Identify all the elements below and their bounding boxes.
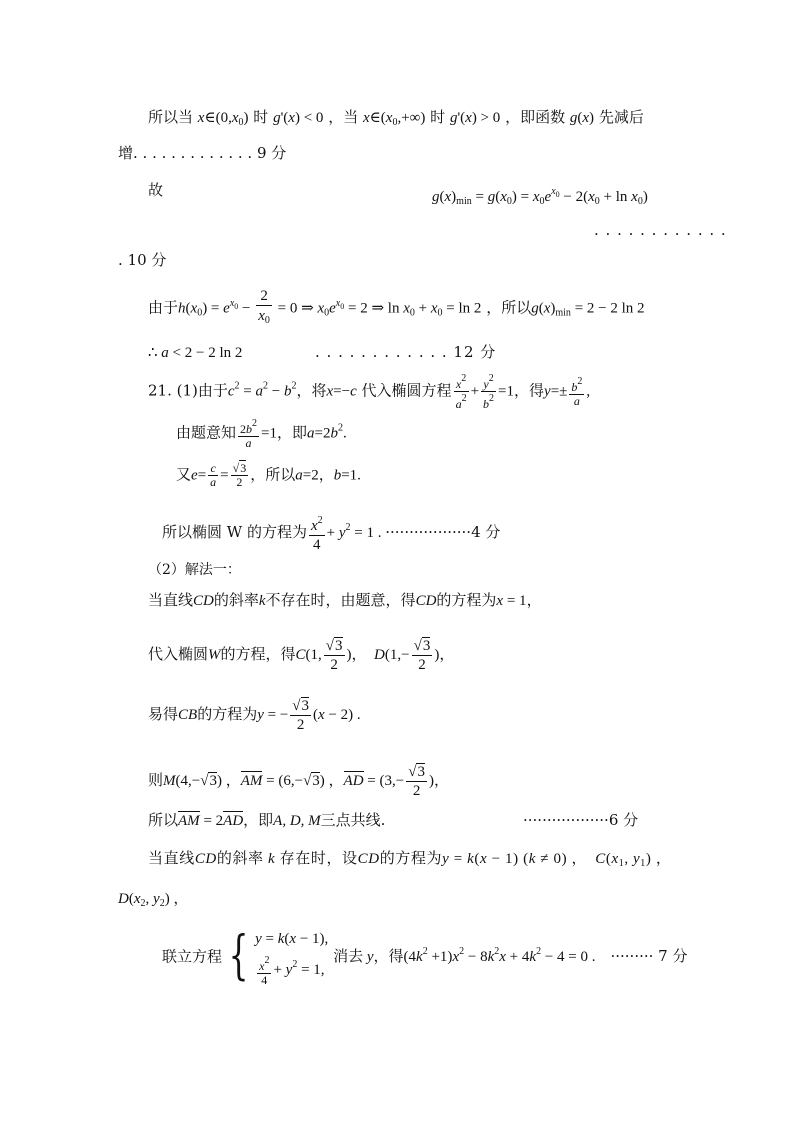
text: 当直线 bbox=[148, 591, 194, 609]
q21-line-1: 21. (1)由于$c^2 = a^2 - b^2$，将x=−c 代入椭圆方程 $\frac{x^2}{a^2}$ + $\frac{y^2}{b^2}$ =1，得y=± $\frac{b^2}{a}$ , bbox=[148, 373, 591, 411]
text: 的斜率 bbox=[216, 849, 264, 867]
text: 所以 bbox=[148, 811, 179, 829]
text: 时 bbox=[253, 108, 269, 126]
text: 所以椭圆 W 的方程为 bbox=[162, 523, 307, 541]
text: 由于 bbox=[148, 298, 179, 317]
score-10: . 10 分 bbox=[118, 251, 167, 269]
text: ，将 bbox=[296, 381, 327, 400]
left-brace: { bbox=[228, 925, 249, 986]
math-expr: x bbox=[197, 110, 205, 126]
text-line-7: ∴ a < 2 − 2 ln 2 bbox=[148, 345, 243, 361]
part2-header: （2）解法一： bbox=[148, 562, 241, 578]
text: 所以当 bbox=[148, 108, 194, 126]
text-line-6: 由于$h(x_0) = e^{x_0}$ − $\frac{2}{x_0}$ = 0 ⇒ $x_0e^{x_0} = 2$ ⇒ $\ln x_0 + x_0 = \ln 2$ ，所以$g(x)_{min} = 2 - 2$ ln 2 bbox=[148, 287, 645, 330]
part2-line-2: 代入椭圆W的方程，得C(1, $\frac{√3}{2}$ )， D(1,− $\frac{√3}{2}$ )， bbox=[148, 638, 455, 673]
text: 的方程为 bbox=[379, 849, 443, 867]
text: 当直线 bbox=[148, 849, 195, 867]
q21-line-2: 由题意知 $\frac{2b^2}{a}$ =1，即$a=2b^2$. bbox=[176, 418, 347, 450]
equation-system: y = k(x − 1), $\frac{x^2}{4}$ + $y^2 = 1$, bbox=[255, 931, 329, 987]
part2-line-7: $D(x_2$, $y_2$) ， bbox=[118, 891, 189, 909]
text: 不存在时，由题意，得 bbox=[265, 591, 416, 609]
text: 时 bbox=[430, 108, 446, 126]
question-number: 21. (1)由于 bbox=[148, 381, 228, 400]
score-4: ··················4 分 bbox=[385, 523, 501, 541]
text: 由题意知 bbox=[176, 423, 237, 442]
score-7: ········· 7 分 bbox=[610, 947, 688, 966]
text-line-1: 所以当 $x\in(0,x_0)$ 时 g'(x) < 0 ，当 $x\in(x_0,+\infty)$ 时 g'(x) > 0 ，即函数 g(x) 先减后 bbox=[148, 108, 644, 128]
text: ，即函数 bbox=[505, 108, 566, 126]
text: ，所以 bbox=[486, 298, 532, 317]
text: 的方程为 bbox=[197, 705, 258, 723]
text-line-3-label: 故 bbox=[148, 181, 164, 199]
text: 代入椭圆方程 bbox=[361, 381, 452, 400]
text: 存在时，设 bbox=[279, 849, 358, 867]
q21-line-3: 又e= $\frac{c}{a}$ = $\frac{√3}{2}$ ，所以a=2，b=1. bbox=[176, 461, 361, 489]
text: 联立方程 bbox=[162, 947, 223, 966]
text: 的方程为 bbox=[436, 591, 497, 609]
text: ，即 bbox=[276, 423, 307, 442]
text: ，得 bbox=[373, 947, 404, 966]
dots-leader: . . . . . . . . . . . . bbox=[594, 221, 727, 239]
part2-line-3: 易得CB的方程为y = − $\frac{√3}{2}$ (x − 2) . bbox=[148, 698, 361, 733]
text: 三点共线. bbox=[320, 811, 386, 829]
score-12: . . . . . . . . . . . . 12 分 bbox=[315, 343, 497, 361]
part2-line-6: 当直线CD的斜率 k 存在时，设CD的方程为y = k(x − 1) (k ≠ 0) ， $C(x_1$, $y_1$) ， bbox=[148, 849, 672, 869]
min-formula: $g(x)_{min} = g(x_0) = x_0e^{x_0} - 2(x_0 + \ln x_0)$ bbox=[432, 186, 648, 207]
text: 的方程，得 bbox=[220, 645, 296, 663]
text: ，即 bbox=[243, 811, 274, 829]
text: 的斜率 bbox=[213, 591, 259, 609]
part2-line-8: 联立方程 { y = k(x − 1), $\frac{x^2}{4}$ + $y^2 = 1$, 消去 y，得$(4k^2 +1)x^2 - 8k^2x + 4k^2 - 4 = 0$ . ········· 7 分 bbox=[162, 925, 688, 987]
text: 消去 bbox=[333, 947, 364, 966]
part2-line-1: 当直线CD的斜率k不存在时，由题意，得CD的方程为x = 1， bbox=[148, 591, 542, 609]
text: 代入椭圆 bbox=[148, 645, 209, 663]
part2-line-5: 所以AM = 2AD，即A, D, M三点共线. bbox=[148, 811, 386, 829]
text: 易得 bbox=[148, 705, 179, 723]
score-6: ··················6 分 bbox=[523, 811, 639, 829]
fraction: $\frac{2}{x_0}$ bbox=[258, 288, 270, 326]
text: ，所以 bbox=[250, 465, 296, 484]
text: 则 bbox=[148, 771, 164, 789]
text: 先减后 bbox=[598, 108, 644, 126]
text-line-2: 增. . . . . . . . . . . . . 9 分 bbox=[118, 144, 287, 162]
part2-line-4: 则M(4,−√3) ，AM = (6,−√3) ，AD = (3,− $\frac{√3}{2}$ )， bbox=[148, 764, 449, 799]
text: ，得 bbox=[514, 381, 545, 400]
q21-line-4: 所以椭圆 W 的方程为 $\frac{x^2}{4}$ + $y^2 = 1$ . ··················4 分 bbox=[162, 512, 500, 554]
text: 又 bbox=[176, 465, 192, 484]
text: ，当 bbox=[328, 108, 359, 126]
